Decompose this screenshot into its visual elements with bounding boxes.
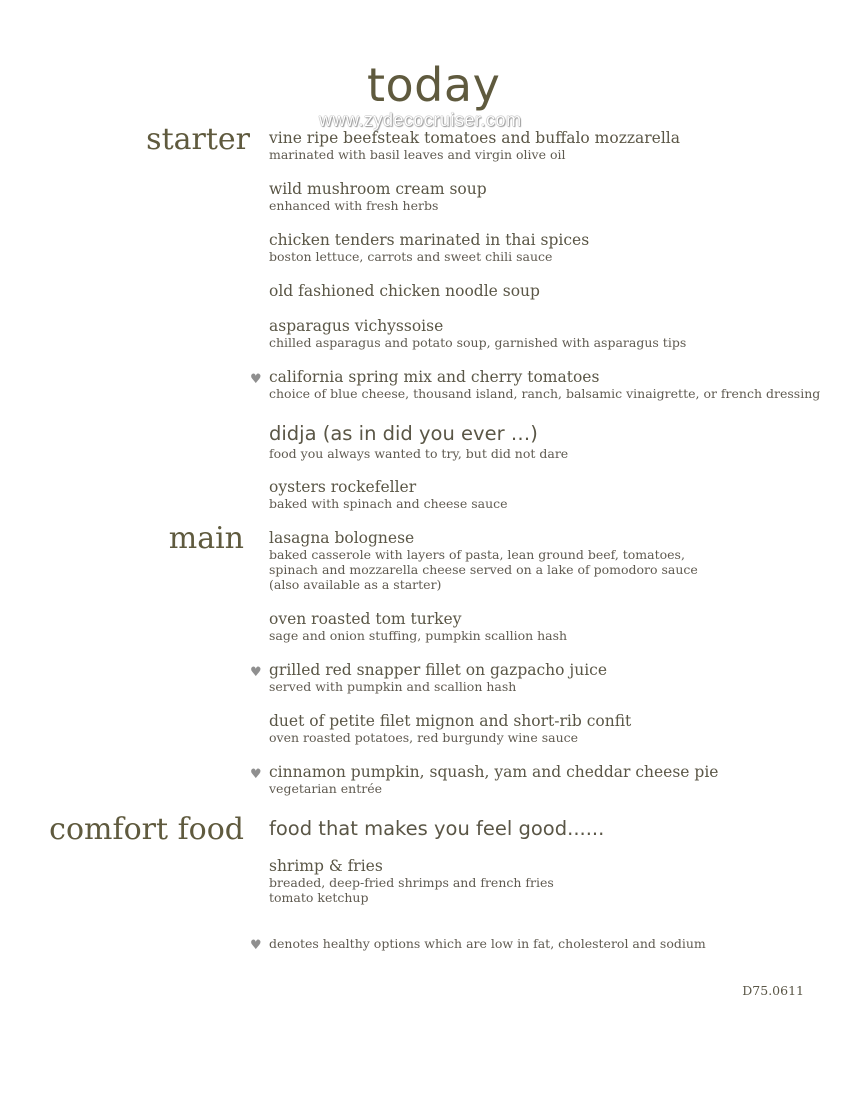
item-name: lasagna bolognese: [269, 529, 415, 547]
item-description: served with pumpkin and scallion hash: [269, 679, 517, 694]
item-name: california spring mix and cherry tomatoes: [269, 368, 600, 386]
item-description: sage and onion stuffing, pumpkin scallion hash: [269, 628, 568, 643]
item-name: old fashioned chicken noodle soup: [269, 282, 540, 300]
menu-item: [269, 180, 487, 213]
item-description: marinated with basil leaves and virgin olive oil: [269, 147, 566, 162]
menu-item: [269, 817, 604, 841]
item-name: asparagus vichyssoise: [269, 317, 444, 335]
menu-item: [269, 478, 508, 511]
item-description: enhanced with fresh herbs: [269, 198, 439, 213]
item-description: choice of blue cheese, thousand island, ranch, balsamic vinaigrette, or french dressing: [269, 386, 821, 401]
menu-item: [269, 857, 554, 905]
item-name: oysters rockefeller: [269, 478, 417, 496]
item-description: baked with spinach and cheese sauce: [269, 496, 508, 511]
menu-item: [269, 529, 698, 592]
item-name: vine ripe beefsteak tomatoes and buffalo mozzarella: [269, 129, 681, 147]
item-name: didja (as in did you ever …): [269, 422, 538, 445]
menu-item: [269, 712, 631, 745]
item-description: vegetarian entrée: [269, 781, 383, 796]
item-description: oven roasted potatoes, red burgundy wine sauce: [269, 730, 579, 745]
menu-item: [269, 317, 686, 350]
menu-item: [269, 282, 540, 300]
menu-item: [269, 129, 680, 162]
watermark: www.zydecocruiser.com: [319, 110, 522, 130]
healthy-legend: denotes healthy options which are low in fat, cholesterol and sodium: [269, 936, 706, 951]
item-description: tomato ketchup: [269, 890, 369, 905]
item-name: grilled red snapper fillet on gazpacho juice: [269, 661, 608, 679]
item-name: cinnamon pumpkin, squash, yam and cheddar cheese pie: [269, 763, 719, 781]
menu-code: D75.0611: [742, 983, 804, 998]
section-starter: starter: [146, 122, 250, 157]
item-description: spinach and mozzarella cheese served on a lake of pomodoro sauce: [269, 562, 698, 577]
page-title: today: [367, 58, 501, 112]
menu-item: [269, 610, 567, 643]
menu-item: [269, 763, 718, 796]
item-description: food you always wanted to try, but did not dare: [269, 446, 569, 461]
item-name: duet of petite filet mignon and short-rib confit: [269, 712, 632, 730]
item-description: breaded, deep-fried shrimps and french fries: [269, 875, 554, 890]
heart-icon: ♥: [250, 767, 262, 782]
item-description: (also available as a starter): [269, 577, 442, 592]
section-main: main: [168, 521, 244, 556]
heart-icon: ♥: [250, 665, 262, 680]
item-name: wild mushroom cream soup: [269, 180, 487, 198]
menu-item: [269, 231, 589, 264]
heart-icon: ♥: [250, 372, 262, 387]
item-name: food that makes you feel good......: [269, 817, 605, 840]
section-comfort-food: comfort food: [49, 812, 244, 847]
item-description: boston lettuce, carrots and sweet chili sauce: [269, 249, 553, 264]
menu-item: [269, 422, 568, 461]
item-name: shrimp & fries: [269, 857, 383, 875]
item-description: baked casserole with layers of pasta, lean ground beef, tomatoes,: [269, 547, 685, 562]
item-description: chilled asparagus and potato soup, garnished with asparagus tips: [269, 335, 687, 350]
heart-icon: ♥: [250, 938, 262, 953]
menu-item: [269, 368, 820, 401]
item-name: chicken tenders marinated in thai spices: [269, 231, 590, 249]
item-name: oven roasted tom turkey: [269, 610, 462, 628]
menu-item: [269, 661, 607, 694]
